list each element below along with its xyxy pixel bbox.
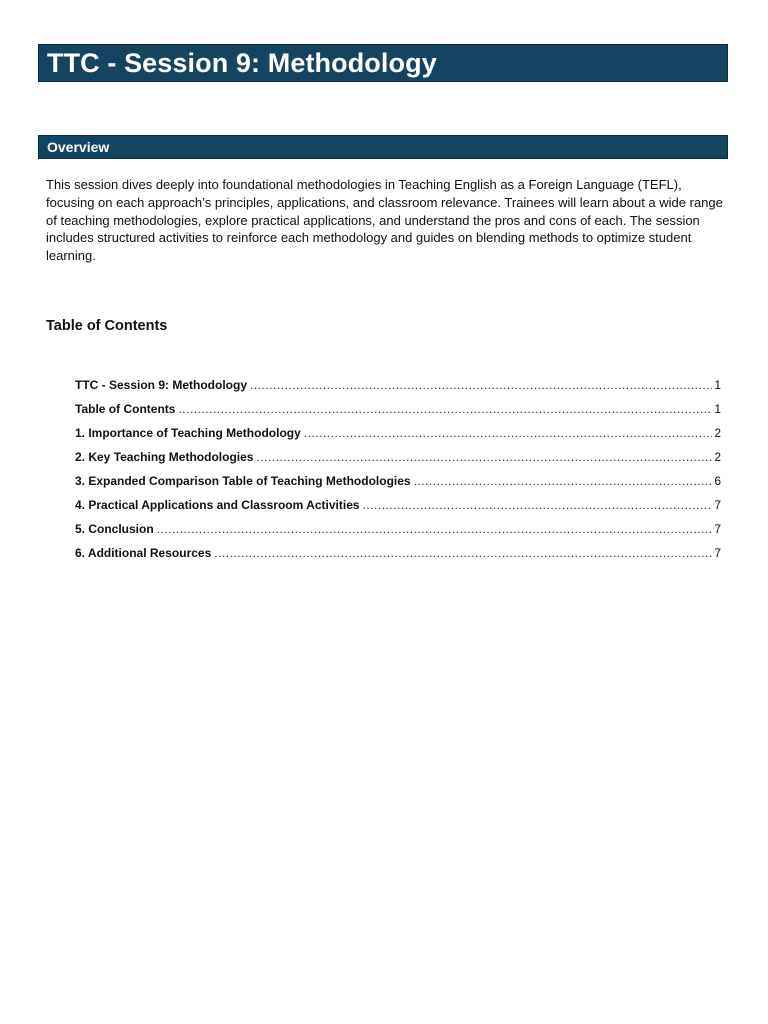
page-title: TTC - Session 9: Methodology — [47, 47, 437, 78]
toc-entry-page: 6 — [714, 474, 721, 488]
overview-paragraph: This session dives deeply into foundational methodologies in Teaching English as a Foreign Language (TEFL), focusing on each approach’s principles, applications, and classroom relevance. Trainees will learn about a wide range of teaching methodologies, explore practical applications, and understand the pros and cons of each. The session includes structured activities to reinforce each methodology and guides on blending methods to optimize student learning. — [46, 177, 723, 264]
toc-entry-label: 6. Additional Resources — [75, 546, 212, 560]
toc-entry[interactable] — [75, 426, 721, 450]
toc-entry[interactable] — [75, 546, 721, 570]
toc-entry-page: 1 — [714, 378, 721, 392]
overview-banner — [38, 135, 728, 159]
toc-entry-label: 4. Practical Applications and Classroom Activities — [75, 498, 360, 512]
toc-entry-page: 2 — [714, 426, 721, 440]
toc-entry[interactable] — [75, 498, 721, 522]
toc-heading: Table of Contents — [46, 318, 168, 334]
toc-leader-dots — [178, 402, 712, 416]
toc-entry-page: 7 — [714, 498, 721, 512]
toc-leader-dots — [256, 450, 712, 464]
toc-leader-dots — [363, 498, 713, 512]
toc-leader-dots — [250, 378, 712, 392]
toc-leader-dots — [414, 474, 713, 488]
toc-entry-label: 2. Key Teaching Methodologies — [75, 450, 254, 464]
toc-entry-page: 1 — [714, 402, 721, 416]
toc-entry-page: 2 — [714, 450, 721, 464]
toc-entry-label: Table of Contents — [75, 402, 176, 416]
toc-entry-label: 5. Conclusion — [75, 522, 154, 536]
toc-entry[interactable] — [75, 402, 721, 426]
toc-entry-label: 1. Importance of Teaching Methodology — [75, 426, 301, 440]
toc-entry[interactable] — [75, 474, 721, 498]
toc-entry[interactable] — [75, 450, 721, 474]
toc-entry-label: TTC - Session 9: Methodology — [75, 378, 248, 392]
overview-heading: Overview — [47, 139, 110, 155]
table-of-contents — [75, 378, 721, 570]
toc-entry-page: 7 — [714, 522, 721, 536]
toc-leader-dots — [157, 522, 713, 536]
toc-entry-label: 3. Expanded Comparison Table of Teaching Methodologies — [75, 474, 411, 488]
toc-entry[interactable] — [75, 378, 721, 402]
toc-leader-dots — [304, 426, 713, 440]
title-banner — [38, 44, 728, 82]
toc-entry-page: 7 — [714, 546, 721, 560]
toc-entry[interactable] — [75, 522, 721, 546]
toc-leader-dots — [214, 546, 712, 560]
